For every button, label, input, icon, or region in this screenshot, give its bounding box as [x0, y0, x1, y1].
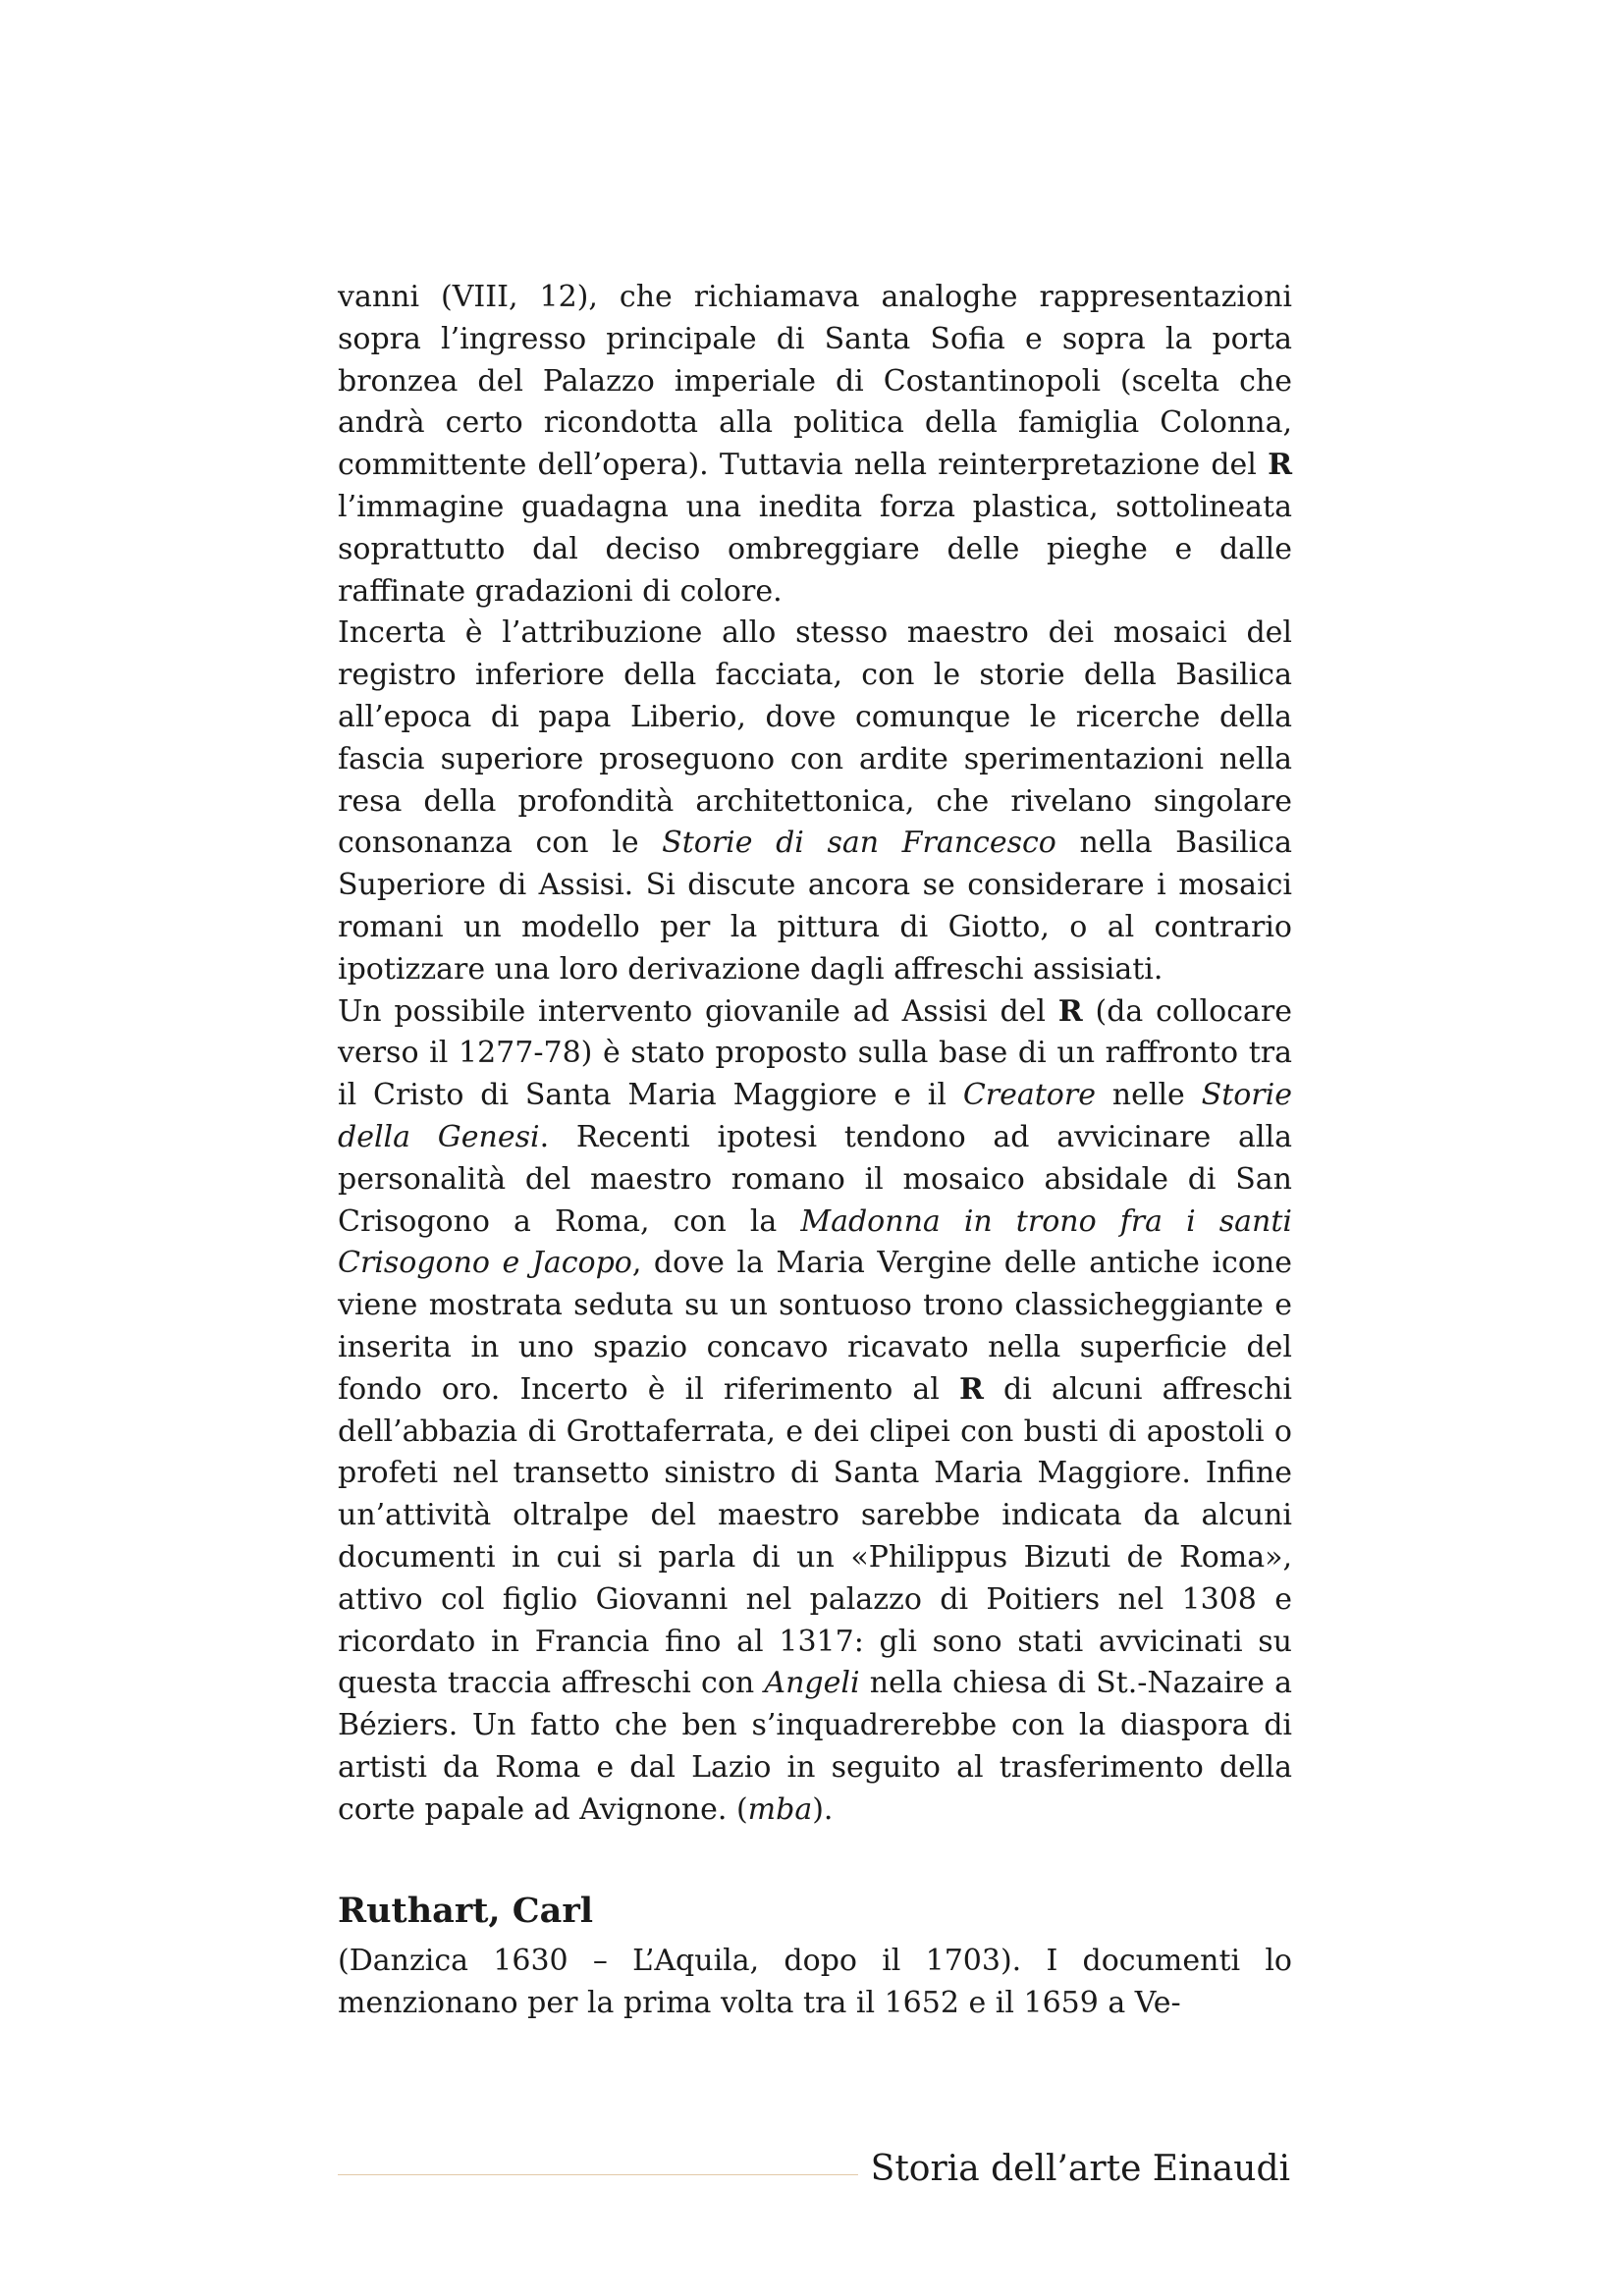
footer-title: Storia dell’arte Einaudi	[870, 2149, 1290, 2189]
bold-run: R	[1268, 448, 1292, 483]
paragraph	[338, 277, 1292, 613]
text-run: Incerta è l’attribuzione allo stesso maestro dei mosaici del registro inferiore della facciata, con le storie della Basilica all’epoca di papa Liberio, dove comunque le ricerche della fascia superiore proseguono con ardite sperimentazioni nella resa della profondità architettonica, che rivelano singolare consonanza con le	[338, 615, 1292, 861]
entry-title: Ruthart, Carl	[338, 1891, 594, 1932]
italic-run: Storie della Genesi	[338, 1078, 1292, 1154]
paragraph	[338, 991, 1292, 1832]
italic-run: Angeli	[764, 1666, 860, 1701]
paragraph	[338, 613, 1292, 990]
text-run: , dove la Maria Vergine delle antiche icone viene mostrata seduta su un sontuoso trono classicheggiante e inserita in uno spazio concavo ricavato nella superficie del fondo oro. Incerto è il riferimento al	[338, 1246, 1292, 1407]
text-run: vanni (VIII, 12), che richiamava analoghe rappresentazioni sopra l’ingresso principale di Santa Sofia e sopra la porta bronzea del Palazzo imperiale di Costantinopoli (scelta che andrà certo ricondotta alla politica della famiglia Colonna, committente dell’opera). Tuttavia nella reinterpretazione del	[338, 280, 1292, 483]
text-run: (da collocare verso il 1277-78) è stato proposto sulla base di un raffronto tra il Cristo di Santa Maria Maggiore e il	[338, 993, 1292, 1113]
text-run: . Recenti ipotesi tendono ad avvicinare alla personalità del maestro romano il mosaico absidale di San Crisogono a Roma, con la	[338, 1119, 1292, 1239]
italic-run: Storie di san Francesco	[662, 826, 1056, 861]
bold-run: R	[1057, 993, 1083, 1029]
text-run: Un possibile intervento giovanile ad Assisi del	[338, 993, 1058, 1029]
bold-run: R	[958, 1371, 984, 1407]
page-body	[338, 277, 1292, 2025]
entry-text: (Danzica 1630 – L’Aquila, dopo il 1703). I documenti lo menzionano per la prima volta tra il 1652 e il 1659 a Ve-	[338, 1944, 1292, 2021]
text-run: nella chiesa di St.-Nazaire a Béziers. Un fatto che ben s’inquadrerebbe con la diaspora di artisti da Roma e dal Lazio in seguito al trasferimento della corte papale ad Avignone. (	[338, 1666, 1292, 1827]
italic-run: mba	[747, 1791, 813, 1827]
text-run: nelle	[1095, 1078, 1202, 1113]
text-run: nella Basilica Superiore di Assisi. Si discute ancora se considerare i mosaici romani un modello per la pittura di Giotto, o al contrario ipotizzare una loro derivazione dagli affreschi assisiati.	[338, 826, 1292, 987]
text-run: l’immagine guadagna una inedita forza plastica, sottolineata soprattutto dal deciso ombreggiare delle pieghe e dalle raffinate gradazioni di colore.	[338, 489, 1292, 609]
text-run: ).	[812, 1791, 834, 1827]
text-run: di alcuni affreschi dell’abbazia di Grottaferrata, e dei clipei con busti di apostoli o profeti nel transetto sinistro di Santa Maria Maggiore. Infine un’attività oltralpe del maestro sarebbe indicata da alcuni documenti in cui si parla di un «Philippus Bizuti de Roma», attivo col figlio Giovanni nel palazzo di Poitiers nel 1308 e ricordato in Francia fino al 1317: gli sono stati avvicinati su questa traccia affreschi con	[338, 1371, 1292, 1701]
footer-rule	[338, 2174, 858, 2175]
italic-run: Creatore	[962, 1078, 1096, 1113]
italic-run: Madonna in trono fra i santi Crisogono e Jacopo	[338, 1203, 1293, 1281]
